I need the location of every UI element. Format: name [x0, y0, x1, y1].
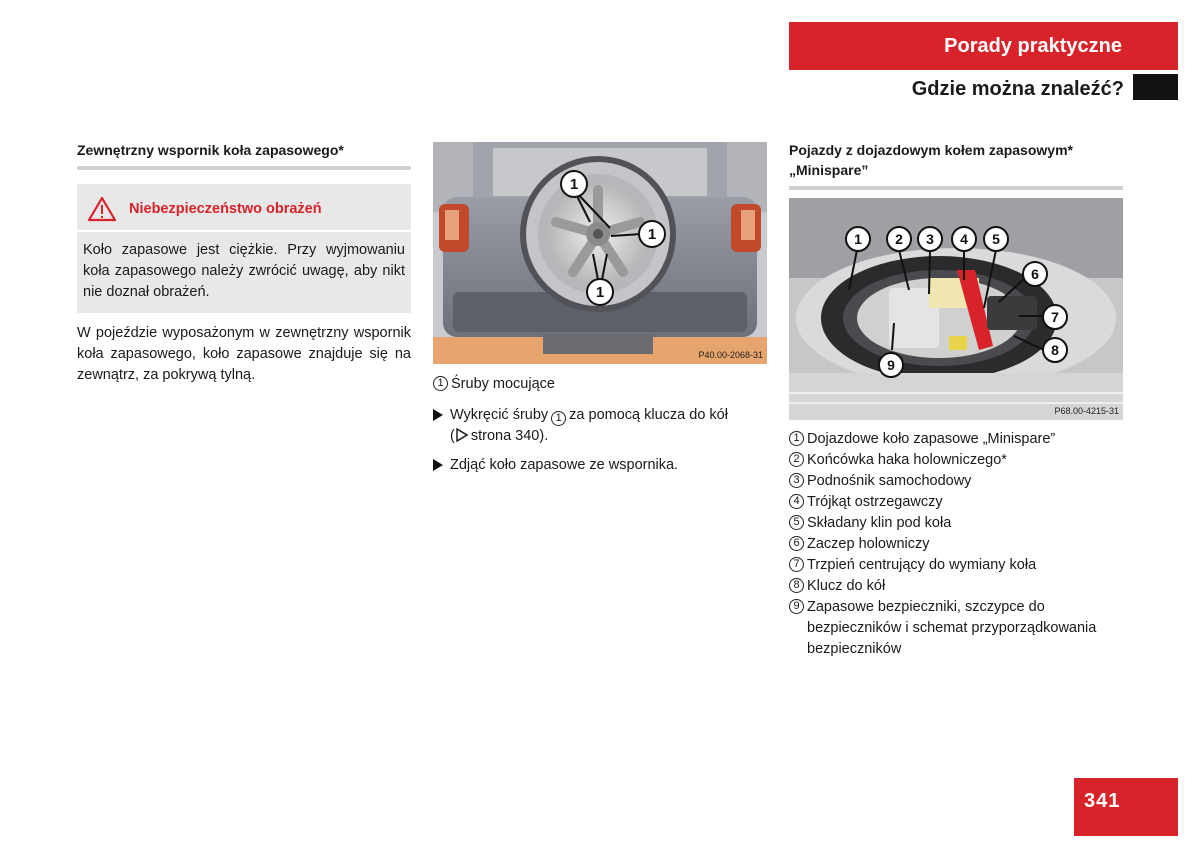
step-remove-bolts — [433, 405, 767, 447]
ref-open: ( — [450, 428, 455, 444]
legend-number: 7 — [789, 557, 804, 572]
legend-text: Śruby mocujące — [451, 376, 555, 392]
legend-item — [789, 534, 1123, 555]
legend-number: 9 — [789, 599, 804, 614]
legend-text: Zaczep holowniczy — [807, 536, 930, 552]
warning-box — [77, 184, 411, 313]
callout-3: 3 — [917, 226, 943, 252]
inline-number: 1 — [551, 411, 566, 426]
step-remove-wheel — [433, 455, 767, 476]
legend-item — [789, 555, 1123, 576]
exterior-carrier-paragraph: W pojeździe wyposażonym w zewnętrzny wspornik koła zapasowego, koło zapasowe znajduje się na zewnątrz, za pokrywą tylną. — [77, 325, 411, 383]
subsection-marker — [1133, 74, 1178, 100]
step-text — [450, 405, 728, 447]
legend-text: Zapasowe bezpieczniki, szczypce do bezpieczników i schemat przyporządkowania bezpieczników — [807, 599, 1097, 657]
legend-item — [789, 429, 1123, 450]
legend-text: Podnośnik samochodowy — [807, 473, 972, 489]
step-text-post: za pomocą klucza do kół — [569, 407, 728, 423]
legend-text: Dojazdowe koło zapasowe „Minispare” — [807, 431, 1056, 447]
callout-8: 8 — [1042, 337, 1068, 363]
callout-4: 4 — [951, 226, 977, 252]
legend-item — [789, 597, 1123, 660]
col2-legend — [433, 374, 767, 395]
page-reference-link[interactable]: strona 340). — [470, 428, 549, 444]
section-title: Porady praktyczne — [944, 34, 1122, 57]
page-number: 341 — [1084, 790, 1121, 812]
legend-number: 2 — [789, 452, 804, 467]
legend-number: 6 — [789, 536, 804, 551]
legend-item — [789, 513, 1123, 534]
legend-text: Klucz do kół — [807, 578, 886, 594]
callout-6: 6 — [1022, 261, 1048, 287]
minispare-heading: Pojazdy z dojazdowym kołem zapasowym* „Minispare” — [789, 140, 1123, 190]
legend-item — [789, 450, 1123, 471]
legend-item — [789, 471, 1123, 492]
warning-title: Niebezpieczeństwo obrażeń — [129, 201, 322, 217]
legend-number: 8 — [789, 578, 804, 593]
legend-number: 4 — [789, 494, 804, 509]
step-text: Zdjąć koło zapasowe ze wspornika. — [450, 457, 679, 473]
legend-number: 1 — [789, 431, 804, 446]
section-header — [789, 22, 1178, 70]
legend-item — [433, 374, 767, 395]
legend-text: Końcówka haka holowniczego* — [807, 452, 1007, 468]
subsection-title: Gdzie można znaleźć? — [911, 78, 1124, 100]
callout-7: 7 — [1042, 304, 1068, 330]
figure-code: P40.00-2068-31 — [698, 350, 763, 360]
step-text-pre: Wykręcić śruby — [450, 407, 549, 423]
legend-text: Składany klin pod koła — [807, 515, 952, 531]
column-exterior-carrier — [77, 140, 411, 386]
rear-spare-wheel-figure — [433, 142, 767, 364]
legend-number: 3 — [789, 473, 804, 488]
callout-1: 1 — [845, 226, 871, 252]
page-reference-icon — [456, 428, 468, 442]
minispare-figure — [789, 198, 1123, 420]
legend-text: Trzpień centrujący do wymiany koła — [807, 557, 1037, 573]
warning-triangle-icon — [87, 196, 117, 222]
exterior-carrier-heading: Zewnętrzny wspornik koła zapasowego* — [77, 140, 411, 170]
step-arrow-icon — [433, 459, 443, 471]
callout-1-b: 1 — [638, 220, 666, 248]
warning-text: Koło zapasowe jest ciężkie. Przy wyjmowaniu koła zapasowego należy zwrócić uwagę, aby nikt nie doznał obrażeń. — [83, 242, 405, 300]
callout-1-c: 1 — [586, 278, 614, 306]
column-minispare — [789, 140, 1123, 660]
vehicle-rear-illustration — [433, 142, 767, 364]
legend-number: 1 — [433, 376, 448, 391]
figure-code: P68.00-4215-31 — [1054, 406, 1119, 416]
legend-item — [789, 492, 1123, 513]
warning-title-row — [77, 196, 411, 232]
callout-9: 9 — [878, 352, 904, 378]
callout-2: 2 — [886, 226, 912, 252]
callout-1-a: 1 — [560, 170, 588, 198]
step-arrow-icon — [433, 409, 443, 421]
callout-5: 5 — [983, 226, 1009, 252]
legend-number: 5 — [789, 515, 804, 530]
legend-text: Trójkąt ostrzegawczy — [807, 494, 943, 510]
page-number-block — [1074, 778, 1178, 836]
col3-legend — [789, 429, 1123, 660]
legend-item — [789, 576, 1123, 597]
column-rear-wheel — [433, 142, 767, 476]
